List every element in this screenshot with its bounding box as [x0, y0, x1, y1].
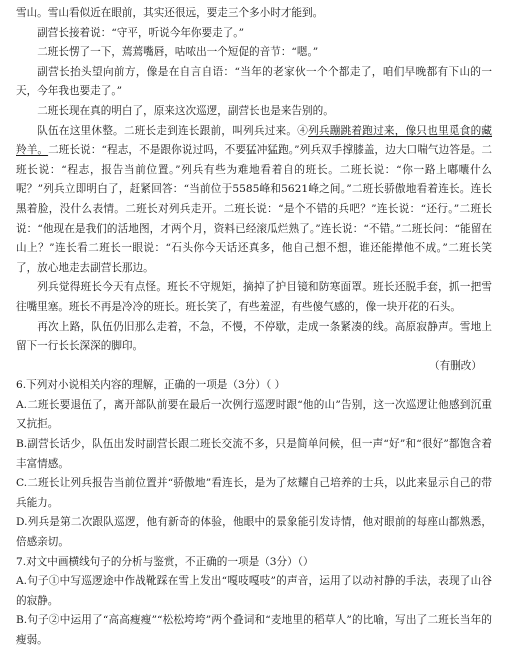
story-paragraph-8: 再次上路，队伍仍旧那么走着，不急，不慢，不停歇，走成一条紧凑的线。高原寂静声。雪地上留下一行长长深深的脚印。	[16, 320, 492, 353]
source-note: （有删改）	[429, 359, 482, 372]
question-6-option-d: D.列兵是第二次跟队巡逻，他有新奇的体验，他眼中的景象能引发诗情，他对眼前的每座山都熟悉，倍感亲切。	[16, 516, 492, 549]
story-paragraph-4: 副营长抬头望向前方，像是在自言自语：“当年的老家伙一个个都走了，咱们早晚都有下山的一天，今年我也要走了。”	[16, 65, 492, 98]
question-7-option-b: B.句子②中运用了“高高瘦瘦”“松松垮垮”两个叠词和“麦地里的稻草人”的比喻，写出了二班长当年的瘦弱。	[16, 614, 492, 646]
question-6	[16, 376, 492, 552]
question-7	[16, 553, 492, 651]
story-paragraph-2: 副营长接着说：“守平，听说今年你要走了。”	[37, 26, 244, 39]
story-paragraph-6-rest: 二班长说：“程志，不是跟你说过吗，不要猛冲猛跑。”列兵双手撑膝盖，边大口喘气边答是。二班长说：“程志，报告当前位置。”列兵有些为难地看着自的班长。二班长说：“你一路上嘟囔什么呢？”列兵立即明白了，赶紧回答：“当前位于5585峰和5621峰之间。”二班长骄傲地看着连长。连长黑着脸，没什么表情。二班长对列兵走开。二班长说：“是个不错的兵吧？”连长说：“还行。”二班长说：“他现在是我们的活地图，才两个月，资料已经滚瓜烂熟了。”连长说：“不错。”二班长问：“能留在山上？”连长看二班长一眼说：“石头你今天话还真多，他自己想不想，谁还能撵他不成。”二班长笑了，放心地走去副营长那边。	[16, 144, 493, 274]
story-paragraph-6-lead: 队伍在这里休整。二班长走到连长跟前，叫列兵过来。④	[37, 124, 309, 137]
question-6-option-b: B.副营长话少，队伍出发时副营长跟二班长交流不多，只是简单问候，但一声“好”和“很好”都饱含着丰富情感。	[16, 438, 492, 470]
question-6-title: 6.下列对小说相关内容的理解，正确的一项是（3分）（ ）	[16, 379, 286, 392]
question-6-option-a: A.二班长要退伍了，离开部队前要在最后一次例行巡逻时跟“他的山”告别，这一次巡逻让他感到沉重又抗拒。	[16, 398, 492, 431]
question-6-option-c: C.二班长让列兵报告当前位置并“骄傲地”看连长，是为了炫耀自己培养的士兵，以此来显示自己的带兵能力。	[16, 477, 492, 509]
question-7-title: 7.对文中画横线句子的分析与鉴赏，不正确的一项是（3分）（）	[16, 555, 314, 568]
underlined-sentence-4: 列兵蹦跳着跑过来，像只也里觅食的藏羚羊。	[16, 124, 493, 157]
story-paragraph-6	[16, 122, 492, 279]
story-paragraph-1: 雪山。雪山看似近在眼前，其实还很远，要走三个多小时才能到。	[16, 7, 324, 19]
story-paragraph-3: 二班长愣了一下，蔫蔫嘴唇，咕哝出一个短促的音节：“嗯。”	[37, 46, 319, 59]
story-paragraph-7: 列兵觉得班长今天有点怪。班长不守规矩，摘掉了护目镜和防寒面罩。班长还脱手套，抓一把雪往嘴里塞。班长不再是冷冷的班长。班长笑了，有些羞涩，有些傻气感的，像一块开花的石头。	[16, 281, 492, 313]
story-paragraph-5: 二班长现在真的明白了，原来这次巡逻，副营长也是来告别的。	[37, 104, 334, 117]
question-7-option-a: A.句子①中写巡逻途中作战靴踩在雪上发出“嘎吱嘎吱”的声音，运用了以动衬静的手法，表现了山谷的寂静。	[16, 575, 492, 607]
